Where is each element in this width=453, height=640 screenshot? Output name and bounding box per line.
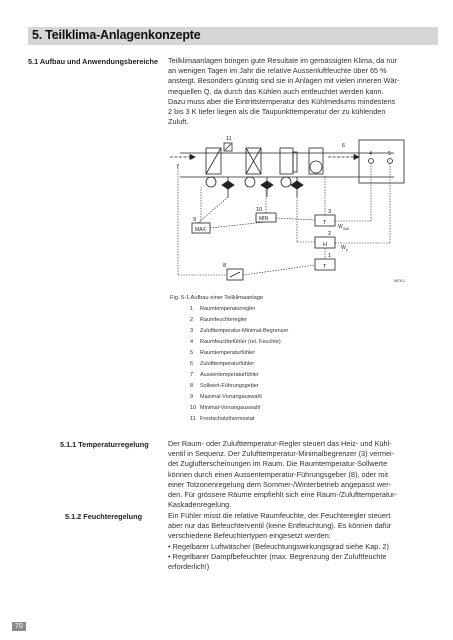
text-line: Kaskadenregelung. <box>168 500 232 510</box>
legend-item <box>190 339 281 345</box>
page-number: 70 <box>12 622 26 631</box>
label-max: MAX <box>195 227 206 233</box>
legend-item <box>190 394 262 400</box>
legend-item <box>190 328 288 334</box>
legend-num: 9 <box>190 394 194 400</box>
legend-item <box>190 361 254 367</box>
text-line: Zuluft. <box>168 117 189 127</box>
legend-item <box>190 405 260 411</box>
legend-num: 8 <box>190 383 194 389</box>
label-w-soll-sub: Soll <box>343 227 349 231</box>
label-10: 10 <box>256 207 263 213</box>
label-5: 5 <box>388 151 392 157</box>
legend-text: Minimal-Vorrangauswahl <box>200 405 261 411</box>
label-9: 9 <box>193 217 197 223</box>
section-5-1-1-text <box>168 439 397 510</box>
legend-num: 11 <box>190 416 196 422</box>
section-5-1-text <box>168 56 399 127</box>
section-heading-5-1-2: 5.1.2 Feuchteregelung <box>65 512 143 521</box>
legend-text: Raumfeuchtefühler (rel. Feuchte) <box>200 339 281 345</box>
text-line: det Zuglufterscheinungen im Raum. Die Raumtemperatur-Sollwerte <box>168 459 388 469</box>
legend-item <box>190 383 259 389</box>
legend-item <box>190 372 259 378</box>
text-line: einer Totzonenregelung dem Sommer-/Winterbetrieb angepasst wer- <box>168 479 392 489</box>
legend-item <box>190 350 255 356</box>
label-7: 7 <box>176 164 180 170</box>
text-line: Teilklimaanlagen bringen gute Resultate im gemässigten Klima, da nur <box>168 56 398 65</box>
text-line: den. Für grössere Räume empfiehlt sich eine Raum-/Zulufttemperatur- <box>168 490 397 500</box>
label-t-top: T <box>323 220 327 226</box>
label-8: 8 <box>223 263 227 269</box>
page-title: 5. Teilklima-Anlagenkonzepte <box>32 28 201 42</box>
legend-text: Frostschutzthermostat <box>200 416 255 422</box>
label-6: 6 <box>342 143 346 149</box>
text-line: Dazu muss aber die Eintrittstemperatur des Kühlmediums mindestens <box>168 96 396 106</box>
legend-num: 5 <box>190 350 194 356</box>
humidifier <box>280 148 293 174</box>
label-4: 4 <box>369 151 373 157</box>
text-line: ventil in Sequenz. Der Zulufttemperatur-Minimalbegrenzer (3) vermei- <box>168 449 395 459</box>
legend-item <box>190 317 247 323</box>
hvac-system-diagram <box>168 135 413 290</box>
label-w-soll: W <box>338 224 343 230</box>
text-line: mequellen Q, da durch das Kühlen auch entfeuchtet werden kann. <box>168 86 384 96</box>
text-line: ansteigt. Besonders günstig sind sie in Anlagen mit vielen inneren Wär- <box>168 76 400 86</box>
text-line: können durch einen Aussentemperatur-Führungsgeber (8), oder mit <box>168 469 389 479</box>
legend-text: Zulufttemperatur-Minimal-Begrenzer <box>200 328 289 334</box>
legend-num: 2 <box>190 317 194 323</box>
figure-caption: Fig. 5-1 Aufbau einer Teilklimaanlage <box>170 295 264 301</box>
legend-num: 6 <box>190 361 194 367</box>
legend-text: Sollwert-Führungsgeber <box>200 383 259 389</box>
label-h: H <box>323 242 327 248</box>
text-line: aber nur das Befeuchterventil (keine Entfeuchtung). Es können dafür <box>168 521 392 531</box>
supply-fan <box>310 161 322 173</box>
section-heading-5-1-1: 5.1.1 Temperaturregelung <box>60 440 149 449</box>
label-min: MIN <box>259 216 269 222</box>
label-2: 2 <box>328 231 332 237</box>
text-line: erforderlich!) <box>168 562 210 572</box>
legend-num: 7 <box>190 372 194 378</box>
text-line: Der Raum- oder Zulufttemperatur-Regler steuert das Heiz- und Kühl- <box>168 439 392 448</box>
bullet-item: • Regelbarer Dampfbefeuchter (max. Begrenzung der Zuluftfeuchte <box>168 551 387 561</box>
label-t-bottom: T <box>323 264 327 270</box>
legend-text: Raumtemperaturfühler <box>200 350 256 356</box>
legend-text: Maximal-Vorrangauswahl <box>200 394 262 400</box>
section-5-1-2-text <box>168 511 391 572</box>
legend-num: 10 <box>190 405 197 411</box>
label-w-p-sub: p <box>346 248 348 252</box>
text-line: an wenigen Tagen im Jahr die relative Aussenluftfeuchte über 65 % <box>168 66 387 76</box>
label-1: 1 <box>328 253 332 259</box>
text-line: verschiedene Befeuchtertypen eingesetzt werden: <box>168 531 331 541</box>
text-line: 2 bis 3 K tiefer liegen als die Taupunkttemperatur der zu kühlenden <box>168 107 386 117</box>
legend-text: Aussentemperaturfühler <box>200 372 259 378</box>
legend-text: Raumfeuchteregler <box>200 317 247 323</box>
section-heading-5-1: 5.1 Aufbau und Anwendungsbereiche <box>28 57 159 66</box>
label-11: 11 <box>226 136 232 142</box>
text-line: Ein Fühler misst die relative Raumfeuchte, der Feuchteregler steuert <box>168 511 391 520</box>
bullet-item: • Regelbarer Luftwäscher (Befeuchtungswirkungsgrad siehe Kap. 2) <box>168 541 389 551</box>
label-3: 3 <box>328 209 332 215</box>
legend-num: 3 <box>190 328 194 334</box>
room-box <box>359 140 404 183</box>
legend-text: Zulufttemperaturfühler <box>200 361 255 367</box>
legend-num: 4 <box>190 339 194 345</box>
legend-text: Raumtemperaturregler <box>200 306 256 312</box>
legend-item <box>190 306 255 312</box>
figure-reference: 5079-1 <box>394 279 405 283</box>
legend-item <box>190 416 254 422</box>
legend-num: 1 <box>190 306 194 312</box>
label-w-p: W <box>341 245 346 251</box>
